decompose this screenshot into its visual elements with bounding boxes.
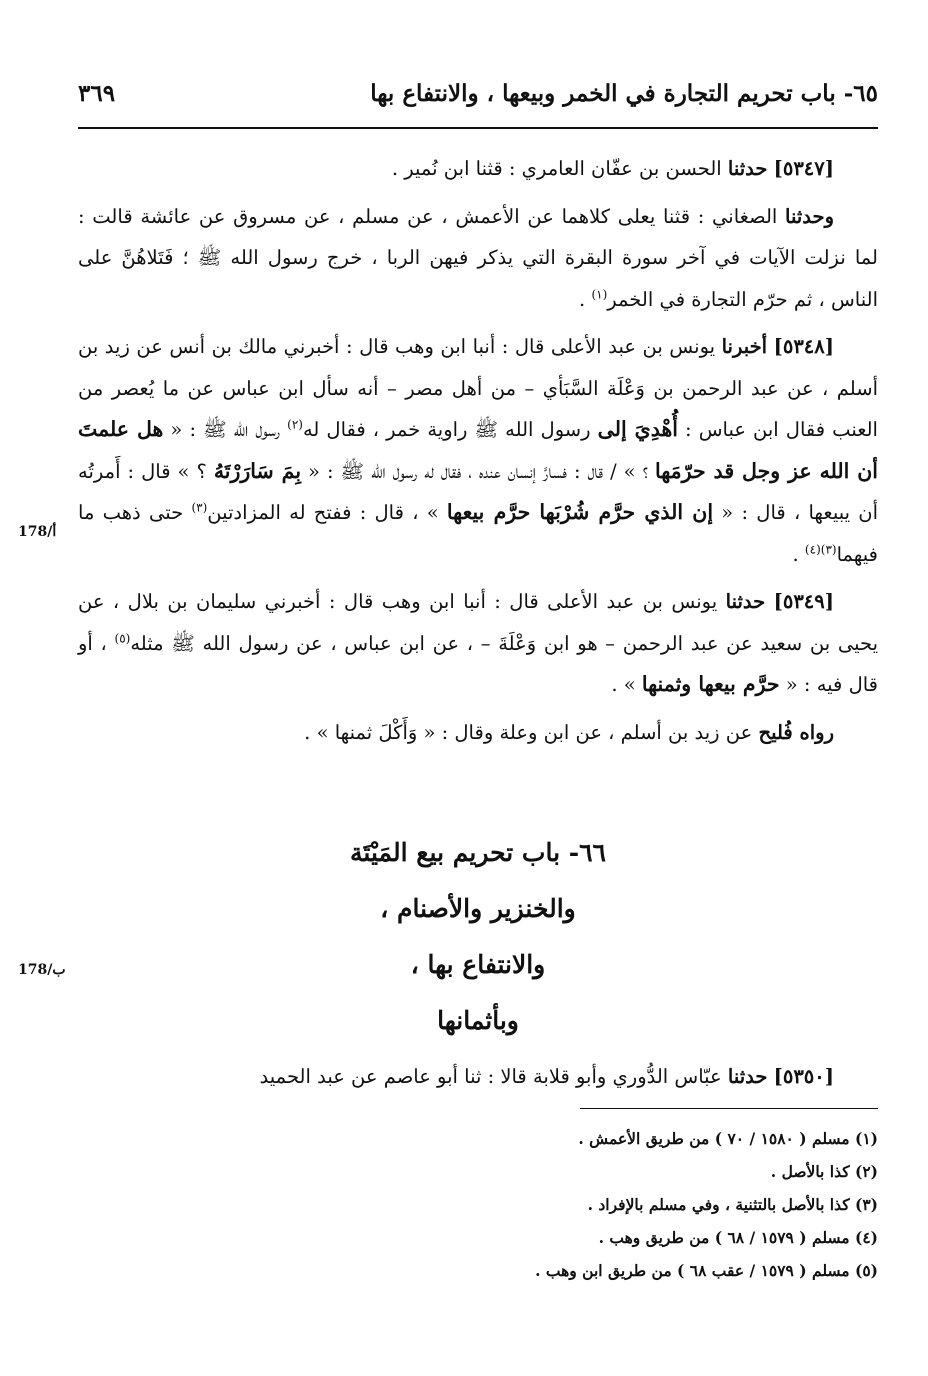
hadith-text: . bbox=[792, 542, 805, 566]
hadith-text: رسول الله ﷺ : « bbox=[163, 418, 288, 441]
hadith-quote: أُهْدِيَ إلى bbox=[597, 417, 678, 441]
hadith-5347 bbox=[78, 148, 878, 190]
footnote-ref: (١) bbox=[591, 287, 608, 301]
hadith-lead: أخبرنا bbox=[721, 335, 768, 358]
hadith-quote: إن الذي حرَّم شُرْبَها حرَّم بيعها bbox=[446, 500, 714, 524]
chapter-title-line-3: والانتفاع بها ، bbox=[410, 950, 546, 979]
hadith-text: ؟ » / قال : فسارَّ إنسان عنده ، فقال له رسول الله ﷺ : « bbox=[301, 459, 655, 483]
hadith-quote: هل علمتَ أن الله عز وجل قد حرّمَها bbox=[78, 417, 878, 483]
hadith-text: » . bbox=[611, 673, 642, 696]
footnote-ref: (٣)(٤) bbox=[804, 542, 837, 556]
hadith-text: حتى ذهب ما فيهما bbox=[78, 501, 878, 566]
hadith-5348 bbox=[78, 326, 878, 575]
footnote-4: (٤) مسلم ( ١٥٧٩ / ٦٨ ) من طريق وهب . bbox=[598, 1228, 878, 1247]
footnote-ref: (٥) bbox=[114, 631, 131, 645]
hadith-text: رسول الله ﷺ راوية خمر ، فقال له bbox=[302, 418, 598, 441]
running-header bbox=[78, 80, 878, 126]
hadith-text-body-continued bbox=[78, 1056, 878, 1104]
hadith-text-body bbox=[78, 148, 878, 759]
footnote-2: (٢) كذا بالأصل . bbox=[770, 1162, 878, 1181]
hadith-text-tail: . bbox=[579, 287, 592, 311]
footnote-ref: (٣) bbox=[191, 500, 208, 515]
hadith-text: يونس بن عبد الأعلى قال : أنبا ابن وهب قال : أخبرني سليمان بن بلال ، عن يحيى بن سعيد عن عبد الرحمن – هو ابن وَعْلَةَ – ، عن ابن عباس ، عن رسول الله ﷺ مثله bbox=[78, 590, 878, 655]
hadith-text: الصغاني : قثنا يعلى كلاهما عن الأعمش ، عن مسلم ، عن مسروق عن عائشة قالت : لما نزلت الآيات في آخر سورة البقرة التي يذكر فيهن الربا ، خرج رسول الله ﷺ ؛ فَتَلاهُنَّ على الناس ، ثم حرّم التجارة في الخمر bbox=[78, 204, 878, 311]
page-number: ٣٦٩ bbox=[78, 80, 116, 107]
hadith-number: [٥٣٥٠] bbox=[773, 1065, 834, 1088]
hadith-5349-variant bbox=[78, 712, 878, 754]
hadith-text: يونس بن عبد الأعلى قال : أنبا ابن وهب قال : أخبرني مالك بن أنس عن زيد بن أسلم ، عن عبد الرحمن بن وَعْلَة السَّبَأي – من أهل مصر – أنه سأل ابن عباس عن ما يُعصر من العنب فقال ابن عباس : bbox=[78, 335, 878, 441]
footnote-5: (٥) مسلم ( ١٥٧٩ / عقب ٦٨ ) من طريق ابن وهب . bbox=[535, 1261, 878, 1280]
hadith-number: [٥٣٤٩] bbox=[773, 590, 834, 613]
chapter-title-line-1: ٦٦- باب تحريم بيع المَيْتَة bbox=[350, 838, 606, 867]
hadith-text: » ، قال : ففتح له المزادتين bbox=[207, 501, 447, 524]
running-title: ٦٥- باب تحريم التجارة في الخمر وبيعها ، والانتفاع بها bbox=[370, 80, 878, 107]
hadith-text: ، أو قال فيه : « bbox=[78, 631, 878, 696]
margin-note-folio-a: 178/أ bbox=[18, 524, 57, 540]
hadith-lead: وحدثنا bbox=[785, 204, 834, 228]
margin-note-folio-b: 178/ب bbox=[18, 962, 66, 978]
hadith-quote: بِمَ سَارَرْتَهُ bbox=[213, 458, 302, 483]
footnotes bbox=[78, 1122, 878, 1287]
hadith-number: [٥٣٤٧] bbox=[773, 157, 834, 180]
footnote-1: (١) مسلم ( ١٥٨٠ / ٧٠ ) من طريق الأعمش . bbox=[578, 1129, 878, 1148]
hadith-text: ؟ » قال : أَمرتُه أن يبيعها ، قال : « bbox=[78, 459, 879, 524]
hadith-5350 bbox=[78, 1056, 878, 1098]
hadith-lead: حدثنا bbox=[725, 590, 766, 613]
footnote-ref: (٢) bbox=[287, 417, 303, 432]
hadith-text: عبّاس الدُّوري وأبو قلابة قالا : ثنا أبو عاصم عن عبد الحميد bbox=[259, 1065, 728, 1088]
footnote-3: (٣) كذا بالأصل بالتثنية ، وفي مسلم بالإفراد . bbox=[587, 1195, 878, 1214]
hadith-5347-chain bbox=[78, 196, 878, 321]
hadith-lead: حدثنا bbox=[727, 157, 768, 180]
hadith-lead: رواه فُليح bbox=[758, 720, 834, 744]
header-rule bbox=[78, 127, 878, 129]
hadith-quote: حرَّم بيعها وثمنها bbox=[641, 672, 780, 696]
hadith-5349 bbox=[78, 581, 878, 706]
hadith-text: عن زيد بن أسلم ، عن ابن وعلة وقال : « وَأَكْلَ ثمنها » . bbox=[304, 720, 759, 744]
chapter-title-line-4: وبأثمانها bbox=[437, 1006, 519, 1035]
chapter-title-line-2: والخنزير والأصنام ، bbox=[380, 894, 576, 923]
hadith-number: [٥٣٤٨] bbox=[773, 335, 834, 358]
hadith-lead: حدثنا bbox=[727, 1065, 768, 1088]
hadith-text: الحسن بن عفّان العامري : قثنا ابن نُمير . bbox=[391, 157, 728, 180]
footnote-rule bbox=[580, 1108, 878, 1109]
